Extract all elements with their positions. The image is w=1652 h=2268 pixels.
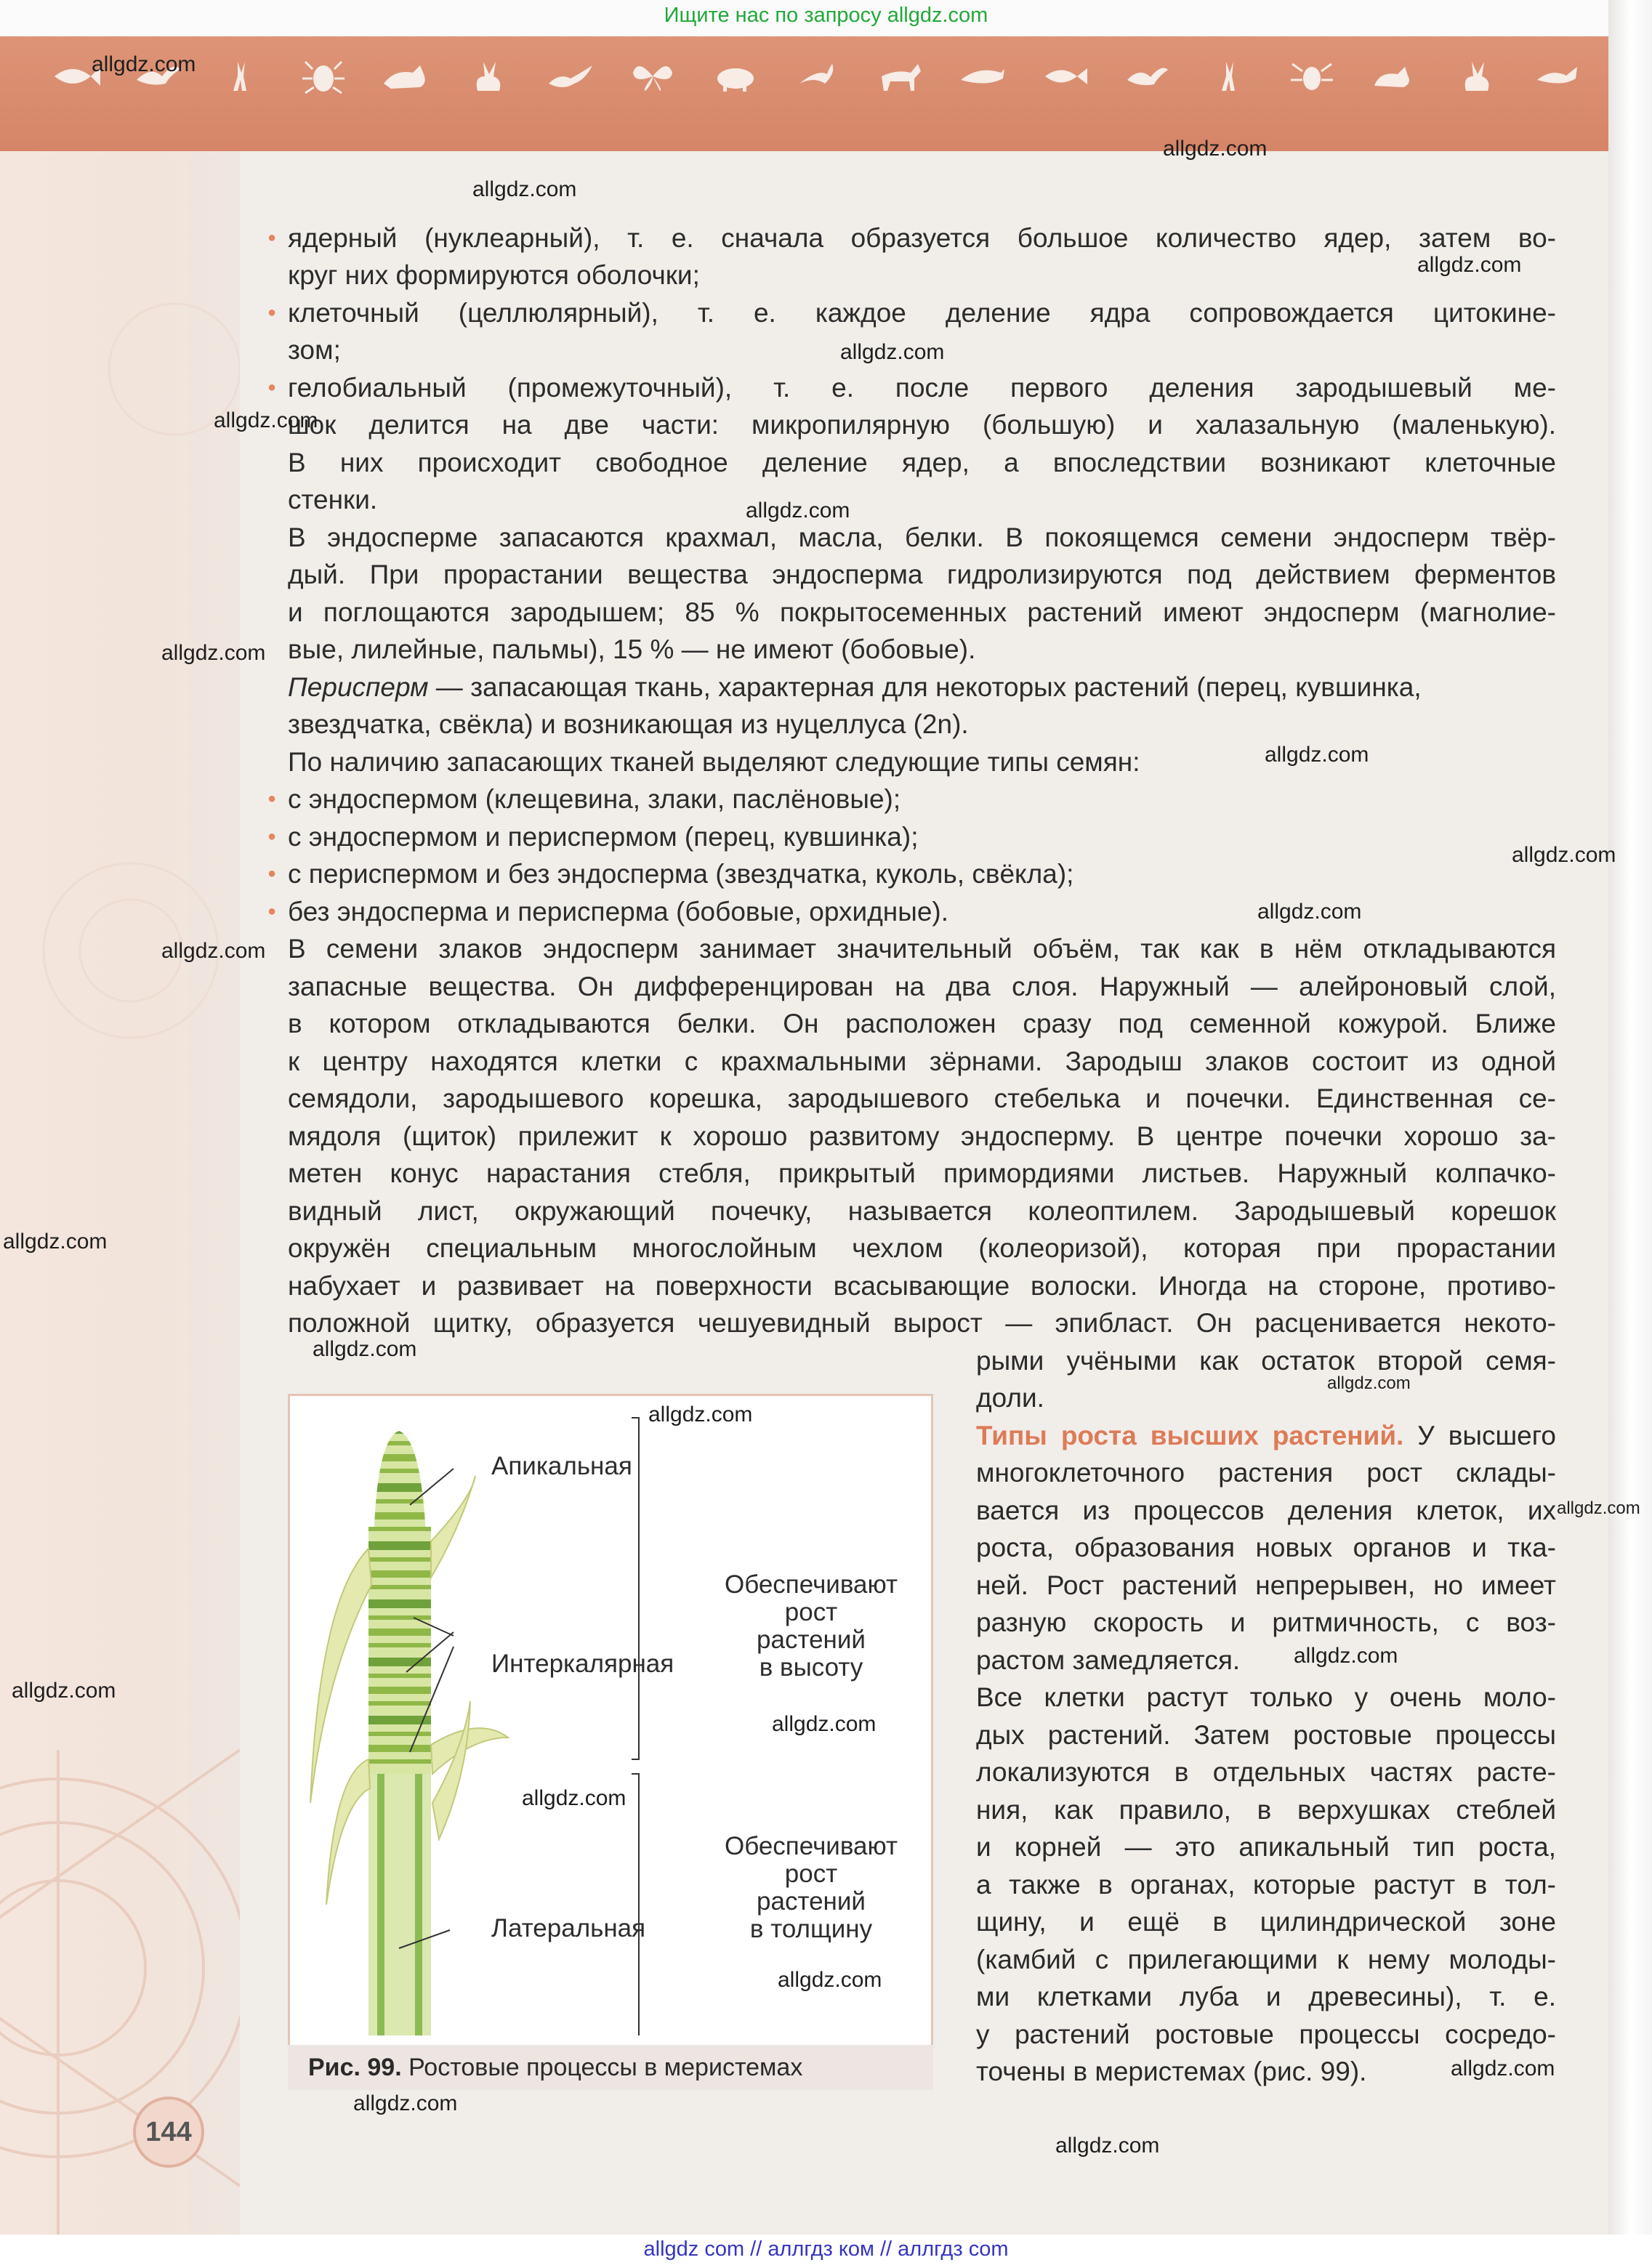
text-line: семядоли, зародышевого корешка, зародышевого стебелька и почечки. Единственная се-: [288, 1083, 1556, 1113]
watermark[interactable]: allgdz.com: [1257, 900, 1362, 924]
label-line: растений: [757, 1887, 866, 1916]
text-line: в котором откладываются белки. Он расположен сразу под семенной кожурой. Ближе: [288, 1009, 1556, 1038]
text-line: звездчатка, свёкла) и возникающая из нуцеллуса (2n).: [288, 709, 969, 739]
figure-caption-text: Ростовые процессы в меристемах: [401, 2054, 803, 2081]
label-lateral: Латеральная: [491, 1914, 646, 1942]
watermark[interactable]: allgdz.com: [1055, 2134, 1160, 2158]
watermark[interactable]: allgdz.com: [522, 1786, 626, 1810]
leaf-right-mid: [432, 1701, 470, 1839]
text-line: ● без эндосперма и перисперма (бобовые, орхидные).: [288, 893, 1556, 931]
text-line: ● клеточный (целлюлярный), т. е. каждое деление ядра сопровождается цитокине-: [288, 294, 1556, 332]
text-line: зом;: [288, 335, 341, 365]
growth-types-heading-line: [976, 1417, 1556, 1455]
text-line: многоклеточного растения рост склады-: [976, 1458, 1556, 1488]
label-line: Обеспечивают: [724, 1832, 898, 1860]
watermark[interactable]: allgdz.com: [1557, 1498, 1640, 1518]
figure-caption: [288, 2045, 933, 2090]
text-line: метен конус нарастания стебля, прикрытый примордиями листьев. Наружный колпачко-: [288, 1158, 1556, 1188]
cat-icon: [1451, 58, 1502, 94]
text-line: доли.: [976, 1383, 1044, 1413]
mouse-icon: [1369, 58, 1419, 94]
watermark[interactable]: allgdz.com: [313, 1337, 417, 1361]
label-line: в толщину: [749, 1915, 873, 1943]
text-line: ● ядерный (нуклеарный), т. е. сначала образуется большое количество ядер, затем во-: [288, 219, 1556, 257]
growth-types-heading: Типы роста высших растений.: [976, 1421, 1404, 1450]
watermark[interactable]: allgdz.com: [1417, 253, 1522, 277]
leaf-right: [431, 1476, 475, 1578]
watermark[interactable]: allgdz.com: [3, 1230, 108, 1254]
text-line: дый. При прорастании вещества эндосперма гидролизируются под действием ферментов: [288, 560, 1556, 589]
text-line: окружён специальным многослойным чехлом (колеоризой), которая при прорастании: [288, 1233, 1556, 1263]
label-thickness-growth: [702, 1833, 920, 1943]
watermark[interactable]: allgdz.com: [92, 52, 196, 76]
watermark[interactable]: allgdz.com: [214, 408, 318, 432]
text-line: (камбий с прилегающими к нему молоды-: [976, 1945, 1556, 1974]
beetle-icon: [298, 58, 349, 94]
watermark[interactable]: allgdz.com: [161, 939, 266, 963]
text-line: локализуются в отдельных частях расте-: [976, 1757, 1556, 1787]
text-line: растом замедляется.: [976, 1645, 1241, 1675]
watermark[interactable]: allgdz.com: [772, 1712, 877, 1736]
bird-icon: [1534, 58, 1584, 94]
text-line: ● с периспермом и без эндосперма (звездчатка, куколь, свёкла);: [288, 855, 1556, 893]
watermark[interactable]: allgdz.com: [1451, 2057, 1555, 2081]
text-line: шок делится на две части: микропилярную (большую) и халазальную (маленькую).: [288, 410, 1556, 440]
cat-icon: [380, 58, 431, 94]
perisperm-line: [288, 669, 1556, 706]
text-line: ми клетками луба и древесины), т. е.: [976, 1982, 1556, 2011]
fish-icon: [1039, 58, 1090, 94]
text-line: запасные вещества. Он дифференцирован на два слоя. Наружный — алейроновый слой,: [288, 972, 1556, 1001]
watermark[interactable]: allgdz.com: [1294, 1644, 1398, 1668]
watermark[interactable]: allgdz.com: [840, 340, 945, 364]
horse-icon: [874, 58, 925, 94]
page-number: 144: [133, 2097, 204, 2168]
text-line: ● с эндоспермом и периспермом (перец, кувшинка);: [288, 818, 1556, 856]
watermark[interactable]: allgdz.com: [472, 177, 577, 201]
text-line: стенки.: [288, 485, 378, 514]
top-search-link[interactable]: Ищите нас по запросу allgdz.com: [664, 4, 988, 27]
text-line: разную скорость и ритмичность, с воз-: [976, 1607, 1556, 1637]
text-line: дых растений. Затем ростовые процессы: [976, 1720, 1556, 1750]
label-intercalary: Интеркалярная: [491, 1650, 674, 1678]
text-line: ния, как правило, в верхушках стеблей: [976, 1795, 1556, 1825]
label-line: растений: [757, 1626, 866, 1654]
watermark[interactable]: allgdz.com: [12, 1679, 116, 1703]
text-fragment: У высшего: [1403, 1421, 1556, 1450]
text-line: набухает и развивает на поверхности всасывающие волоски. Иногда на стороне, противо-: [288, 1271, 1556, 1301]
dolphin-icon: [957, 58, 1008, 94]
text-line: вые, лилейные, пальмы), 15 % — не имеют (бобовые).: [288, 634, 976, 664]
label-line: рост: [784, 1860, 838, 1888]
text-line: Все клетки растут только у очень моло-: [976, 1682, 1556, 1712]
text-line: ● с эндоспермом (клещевина, злаки, паслёновые);: [288, 780, 1556, 818]
apex: [374, 1431, 427, 1549]
watermark[interactable]: allgdz.com: [1265, 743, 1369, 767]
pig-icon: [710, 58, 761, 94]
text-line: По наличию запасающих тканей выделяют следующие типы семян:: [288, 747, 1140, 777]
watermark[interactable]: allgdz.com: [746, 499, 850, 522]
bottom-link[interactable]: allgdz com // аллгдз ком // аллгдз com: [643, 2237, 1009, 2261]
text-line: а также в органах, которые растут в тол-: [976, 1870, 1556, 1900]
text-line: и поглощаются зародышем; 85 % покрытосеменных растений имеют эндосперм (магнолие-: [288, 597, 1556, 627]
text-line: В эндосперме запасаются крахмал, масла, белки. В покоящемся семени эндосперм твёр-: [288, 522, 1556, 552]
butterfly-icon: [627, 58, 678, 94]
label-apical: Апикальная: [491, 1452, 632, 1480]
text-line: точены в меристемах (рис. 99).: [976, 2057, 1367, 2086]
watermark[interactable]: allgdz.com: [778, 1968, 882, 1992]
lizard-icon: [545, 58, 596, 94]
page-edge: [1608, 0, 1652, 2268]
text-line: видный лист, окружающий почечку, называется колеоптилем. Зародышевый корешок: [288, 1196, 1556, 1226]
bottom-strip: [0, 2235, 1652, 2268]
text-line: ● гелобиальный (промежуточный), т. е. после первого деления зародышевый ме-: [288, 369, 1556, 407]
leaf-right-lower: [431, 1728, 508, 1774]
insect-icon: [1286, 58, 1337, 94]
text-line: роста, образования новых органов и тка-: [976, 1533, 1556, 1562]
label-line: в высоту: [759, 1653, 863, 1682]
decorative-circles: [0, 151, 240, 2244]
deer-icon: [1204, 58, 1255, 94]
top-strip: [0, 0, 1652, 36]
text-line: и корней — это апикальный тип роста,: [976, 1832, 1556, 1862]
term-perisperm: Перисперм: [288, 672, 429, 702]
label-line: рост: [784, 1598, 838, 1626]
label-line: Обеспечивают: [724, 1570, 898, 1599]
watermark[interactable]: allgdz.com: [1163, 137, 1268, 161]
rabbit-icon: [463, 58, 514, 94]
watermark[interactable]: allgdz.com: [353, 2091, 458, 2115]
text-line: щину, и ещё в цилиндрической зоне: [976, 1907, 1556, 1937]
text-line: вается из процессов деления клеток, их: [976, 1496, 1556, 1525]
text-line: к центру находятся клетки с крахмальными зёрнами. Зародыш злаков состоит из одной: [288, 1046, 1556, 1076]
text-line: В них происходит свободное деление ядер, а впоследствии возникают клеточные: [288, 448, 1556, 477]
text-line: мядоля (щиток) прилежит к хорошо развитому эндосперму. В центре почечки хорошо за-: [288, 1121, 1556, 1151]
watermark[interactable]: allgdz.com: [1327, 1373, 1411, 1393]
text-line: положной щитку, образуется чешуевидный вырост — эпибласт. Он расценивается некото-: [288, 1308, 1556, 1338]
figure-number: Рис. 99.: [308, 2054, 402, 2081]
leaf-left-lower: [326, 1759, 370, 1905]
text-fragment: — запасающая ткань, характерная для некоторых растений (перец, кувшинка,: [428, 672, 1422, 702]
text-line: В семени злаков эндосперм занимает значительный объём, так как в нём откладываются: [288, 934, 1556, 964]
text-line: круг них формируются оболочки;: [288, 260, 700, 290]
label-height-growth: [702, 1571, 920, 1682]
watermark[interactable]: allgdz.com: [161, 641, 266, 665]
text-line: у растений ростовые процессы сосредо-: [976, 2019, 1556, 2049]
text-line: рыми учёными как остаток второй семя-: [976, 1346, 1556, 1376]
scorpion-icon: [792, 58, 843, 94]
watermark[interactable]: allgdz.com: [1512, 843, 1616, 867]
deer-icon: [216, 58, 267, 94]
animal-silhouette-row: [51, 58, 1584, 94]
bird-icon: [1121, 58, 1172, 94]
text-line: ней. Рост растений непрерывен, но имеет: [976, 1570, 1556, 1600]
watermark[interactable]: allgdz.com: [648, 1403, 753, 1426]
